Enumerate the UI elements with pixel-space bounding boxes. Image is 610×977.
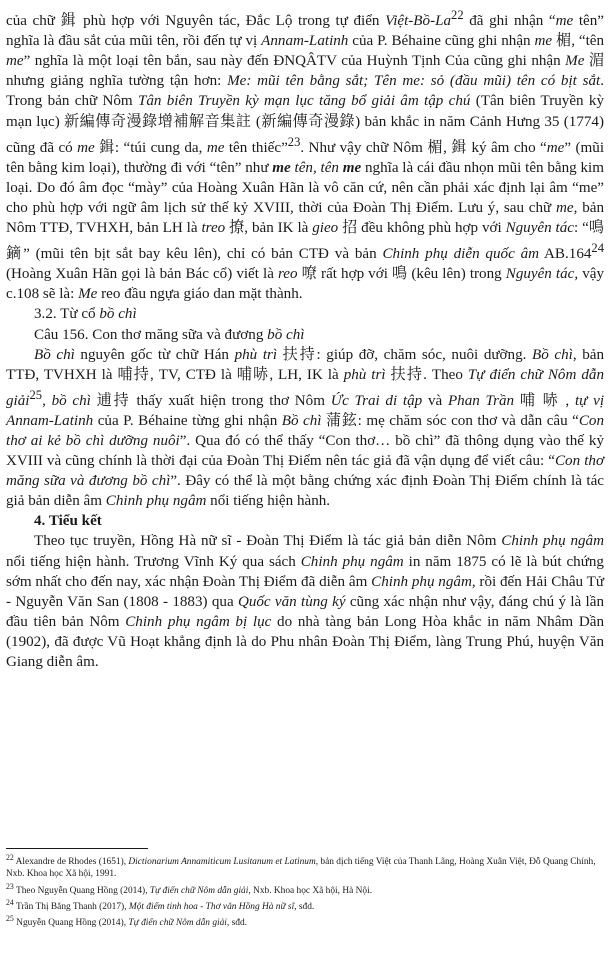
- footnote-rule: [6, 848, 148, 849]
- section-heading: 4. Tiểu kết: [34, 513, 102, 530]
- paragraph: Theo tục truyền, Hồng Hà nữ sĩ - Đoàn Thị Điểm là tác giả bản diễn Nôm Chinh phụ ngâm nổi tiếng hiện hành. Trương Vĩnh Ký qua sách Chinh phụ ngâm in năm 1875 có lẽ là bút chứng sớm nhất cho đến nay, xác nhận Đoàn Thị Điểm đã diễn âm Chinh phụ ngâm, rồi đến Hải Châu Tử - Nguyễn Văn San (1808 - 1883) qua Quốc văn tùng ký cũng xác nhận như vậy, đáng chú ý là lần đầu tiên bản Nôm Chinh phụ ngâm bị lục do nhà tàng bản Long Hòa khắc in năm Nhâm Dần (1902), đã được Vũ Hoạt khẳng định là do Phu nhân Đoàn Thị Điểm, làng Trung Phú, huyện Văn Giang diễn âm.: [6, 533, 605, 671]
- paragraph: Câu 156. Con thơ măng sữa và đương bồ chì: [34, 326, 305, 343]
- paragraph: của chữ 鍓 phù hợp với Nguyên tác, Đắc Lộ trong tự điển Việt-Bồ-La$^{22}$ đã ghi nhận “me tên” nghĩa là đầu sắt của mũi tên, rồi đến tự vị Annam-Latinh của P. Béhaine cũng ghi nhận me 楣, “tên me” nghĩa là một loại tên bắn, sau này đến ĐNQÂTV của Huỳnh Tịnh Của cũng ghi nhận Me 湄 nhưng giảng nghĩa tường tận hơn: Me: mũi tên bằng sắt; Tên me: sỏ (đầu mũi) tên có bịt sắt. Trong bản chữ Nôm Tân biên Truyền kỳ mạn lục tăng bổ giải âm tập chú (Tân biên Truyền kỳ mạn lục) 新編傳奇漫錄增補解音集註 (新編傳奇漫錄) bản khắc in năm Cảnh Hưng 35 (1774) cũng đã có me 鍓: “túi cung da, me tên thiếc”$^{23}$. Như vậy chữ Nôm 楣, 鍓 ký âm cho “me” (mũi tên bằng kim loại), thường đi với “tên” như me tên, tên me nghĩa là cái đầu nhọn mũi tên bằng kim loại. Do đó âm đọc “mày” của Hoàng Xuân Hãn là vô căn cứ, nên cần phải xác định lại âm “me” cho phù hợp với ngữ âm lịch sử thế kỷ XVIII, thời của Đoàn Thị Điểm. Lưu ý, sau chữ me, bản Nôm TTĐ, TVHXH, bản LH là treo 撩, bản IK là gieo 招 đều không phù hợp với Nguyên tác: “鳴鏑” (mũi tên bịt sắt bay kêu lên), chỉ có bản CTĐ và bản Chinh phụ diễn quốc âm AB.164$^{24}$ (Hoàng Xuân Hãn gọi là bản Bác cổ) viết là reo 嘹 rất hợp với 鳴 (kêu lên) trong Nguyên tác, vậy c.108 sẽ là: Me reo đầu ngựa giáo dan mặt thành.: [6, 8, 605, 303]
- footnote: $^{24}$ Trần Thị Băng Thanh (2017), Một điểm tinh hoa - Thơ văn Hồng Hà nữ sĩ, sđd.: [6, 897, 315, 912]
- paragraph: Bồ chì nguyên gốc từ chữ Hán phù trì 扶持: giúp đỡ, chăm sóc, nuôi dưỡng. Bồ chì, bản TTĐ, TVHXH là 哺持, TV, CTĐ là 哺哧, LH, IK là phù trì 扶持. Theo Tự điển chữ Nôm dẫn giải$^{25}$, bồ chì 逋持 thấy xuất hiện trong thơ Nôm Ức Trai di tập và Phan Trần 哺 哧 , tự vị Annam-Latinh của P. Béhaine từng ghi nhận Bồ chì 蒲鉉: mẹ chăm sóc con thơ và dẫn câu “Con thơ ai kẻ bồ chì dưỡng nuôi”. Qua đó có thể thấy “Con thơ… bồ chì” đã thông dụng vào thế kỷ XVIII và cũng chính là thời đại của Đoàn Thị Điểm nên tác giả đã vận dụng để viết câu: “Con thơ măng sữa và đương bồ chì”. Đây có thể là một bằng chứng xác định Đoàn Thị Điểm chính là tác giả bản diễn âm Chinh phụ ngâm nổi tiếng hiện hành.: [6, 346, 605, 510]
- footnote: $^{23}$ Theo Nguyễn Quang Hồng (2014), Tự điển chữ Nôm dẫn giải, Nxb. Khoa học Xã hội, Hà Nội.: [6, 881, 373, 896]
- body-text: [6, 5, 604, 672]
- footnotes: [6, 848, 604, 930]
- paragraph: 3.2. Từ cổ bồ chì: [34, 306, 137, 323]
- footnote: $^{25}$ Nguyễn Quang Hồng (2014), Tự điển chữ Nôm dẫn giải, sđd.: [6, 914, 247, 929]
- footnote: $^{22}$ Alexandre de Rhodes (1651), Dictionarium Annamiticum Lusitanum et Latinum, bản dịch tiếng Việt của Thanh Lãng, Hoàng Xuân Việt, Đỗ Quang Chính, Nxb. Khoa học Xã hội, 1991.: [6, 853, 596, 880]
